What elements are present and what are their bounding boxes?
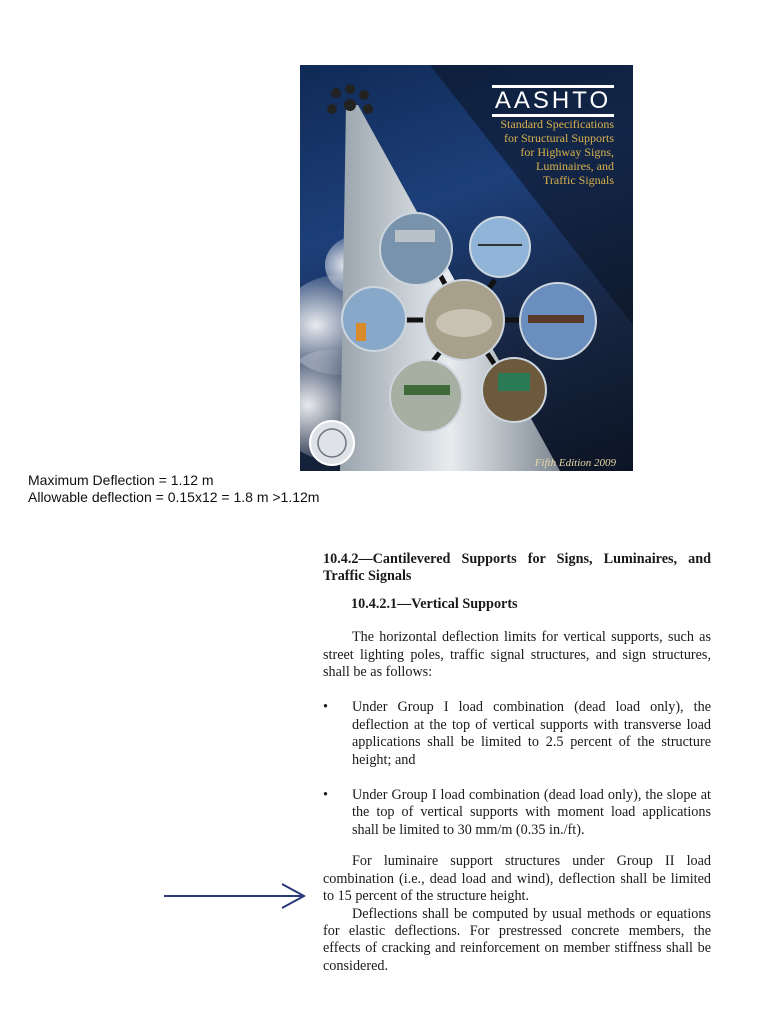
bullet-icon: • — [323, 699, 328, 716]
cover-title-line: Luminaires, and — [536, 159, 614, 173]
book-cover — [300, 65, 633, 471]
max-deflection-note: Maximum Deflection = 1.12 m — [28, 472, 214, 488]
photo-circle-mast — [342, 287, 406, 351]
list-item — [323, 787, 711, 839]
photo-circle-signal — [470, 217, 530, 277]
spec-excerpt — [323, 551, 711, 975]
list-item-text: Under Group I load combination (dead load only), the deflection at the top of vertical supports with transverse load applications shall be limited to 2.5 percent of the structure height; and — [352, 699, 711, 768]
subsection-heading: 10.4.2.1—Vertical Supports — [351, 595, 518, 612]
cover-edition: Fifth Edition 2009 — [534, 457, 616, 469]
allowable-deflection-note: Allowable deflection = 0.15x12 = 1.8 m >1.12m — [28, 489, 320, 505]
deflection-paragraph: Deflections shall be computed by usual methods or equations for elastic deflections. For prestressed concrete members, the effects of cracking and reinforcement on member stiffness shall be considered. — [323, 905, 711, 974]
photo-circle-road — [390, 360, 462, 432]
cover-title-line: Standard Specifications — [500, 117, 614, 131]
photo-circle-guide-sign — [482, 358, 546, 422]
luminaire-cluster-icon — [327, 84, 373, 114]
photo-circle-gantry — [520, 283, 596, 359]
aashto-seal-icon — [310, 421, 354, 465]
list-item-text: Under Group I load combination (dead load only), the slope at the top of vertical supports with moment load applications shall be limited to 30 mm/m (0.35 in./ft). — [352, 787, 711, 838]
bullet-icon: • — [323, 787, 328, 804]
photo-circle-truss — [380, 213, 452, 285]
intro-paragraph: The horizontal deflection limits for vertical supports, such as street lighting poles, traffic signal structures, and sign structures, shall be as follows: — [323, 629, 711, 681]
aashto-logo — [492, 85, 614, 117]
arrow-icon — [162, 880, 312, 914]
list-item — [323, 699, 711, 769]
cover-title-line: for Highway Signs, — [520, 145, 614, 159]
logo-text: AASHTO — [494, 87, 612, 114]
cover-title-line: Traffic Signals — [542, 173, 614, 187]
calculation-notes — [28, 472, 319, 506]
cover-title-line: for Structural Supports — [504, 131, 614, 145]
photo-circle-base — [424, 280, 504, 360]
luminaire-paragraph: For luminaire support structures under Group II load combination (i.e., dead load and wind), deflection shall be limited to 15 percent of the structure height. — [323, 853, 711, 905]
section-heading: 10.4.2—Cantilevered Supports for Signs, Luminaires, and Traffic Signals — [323, 551, 711, 585]
cover-title — [478, 117, 614, 187]
